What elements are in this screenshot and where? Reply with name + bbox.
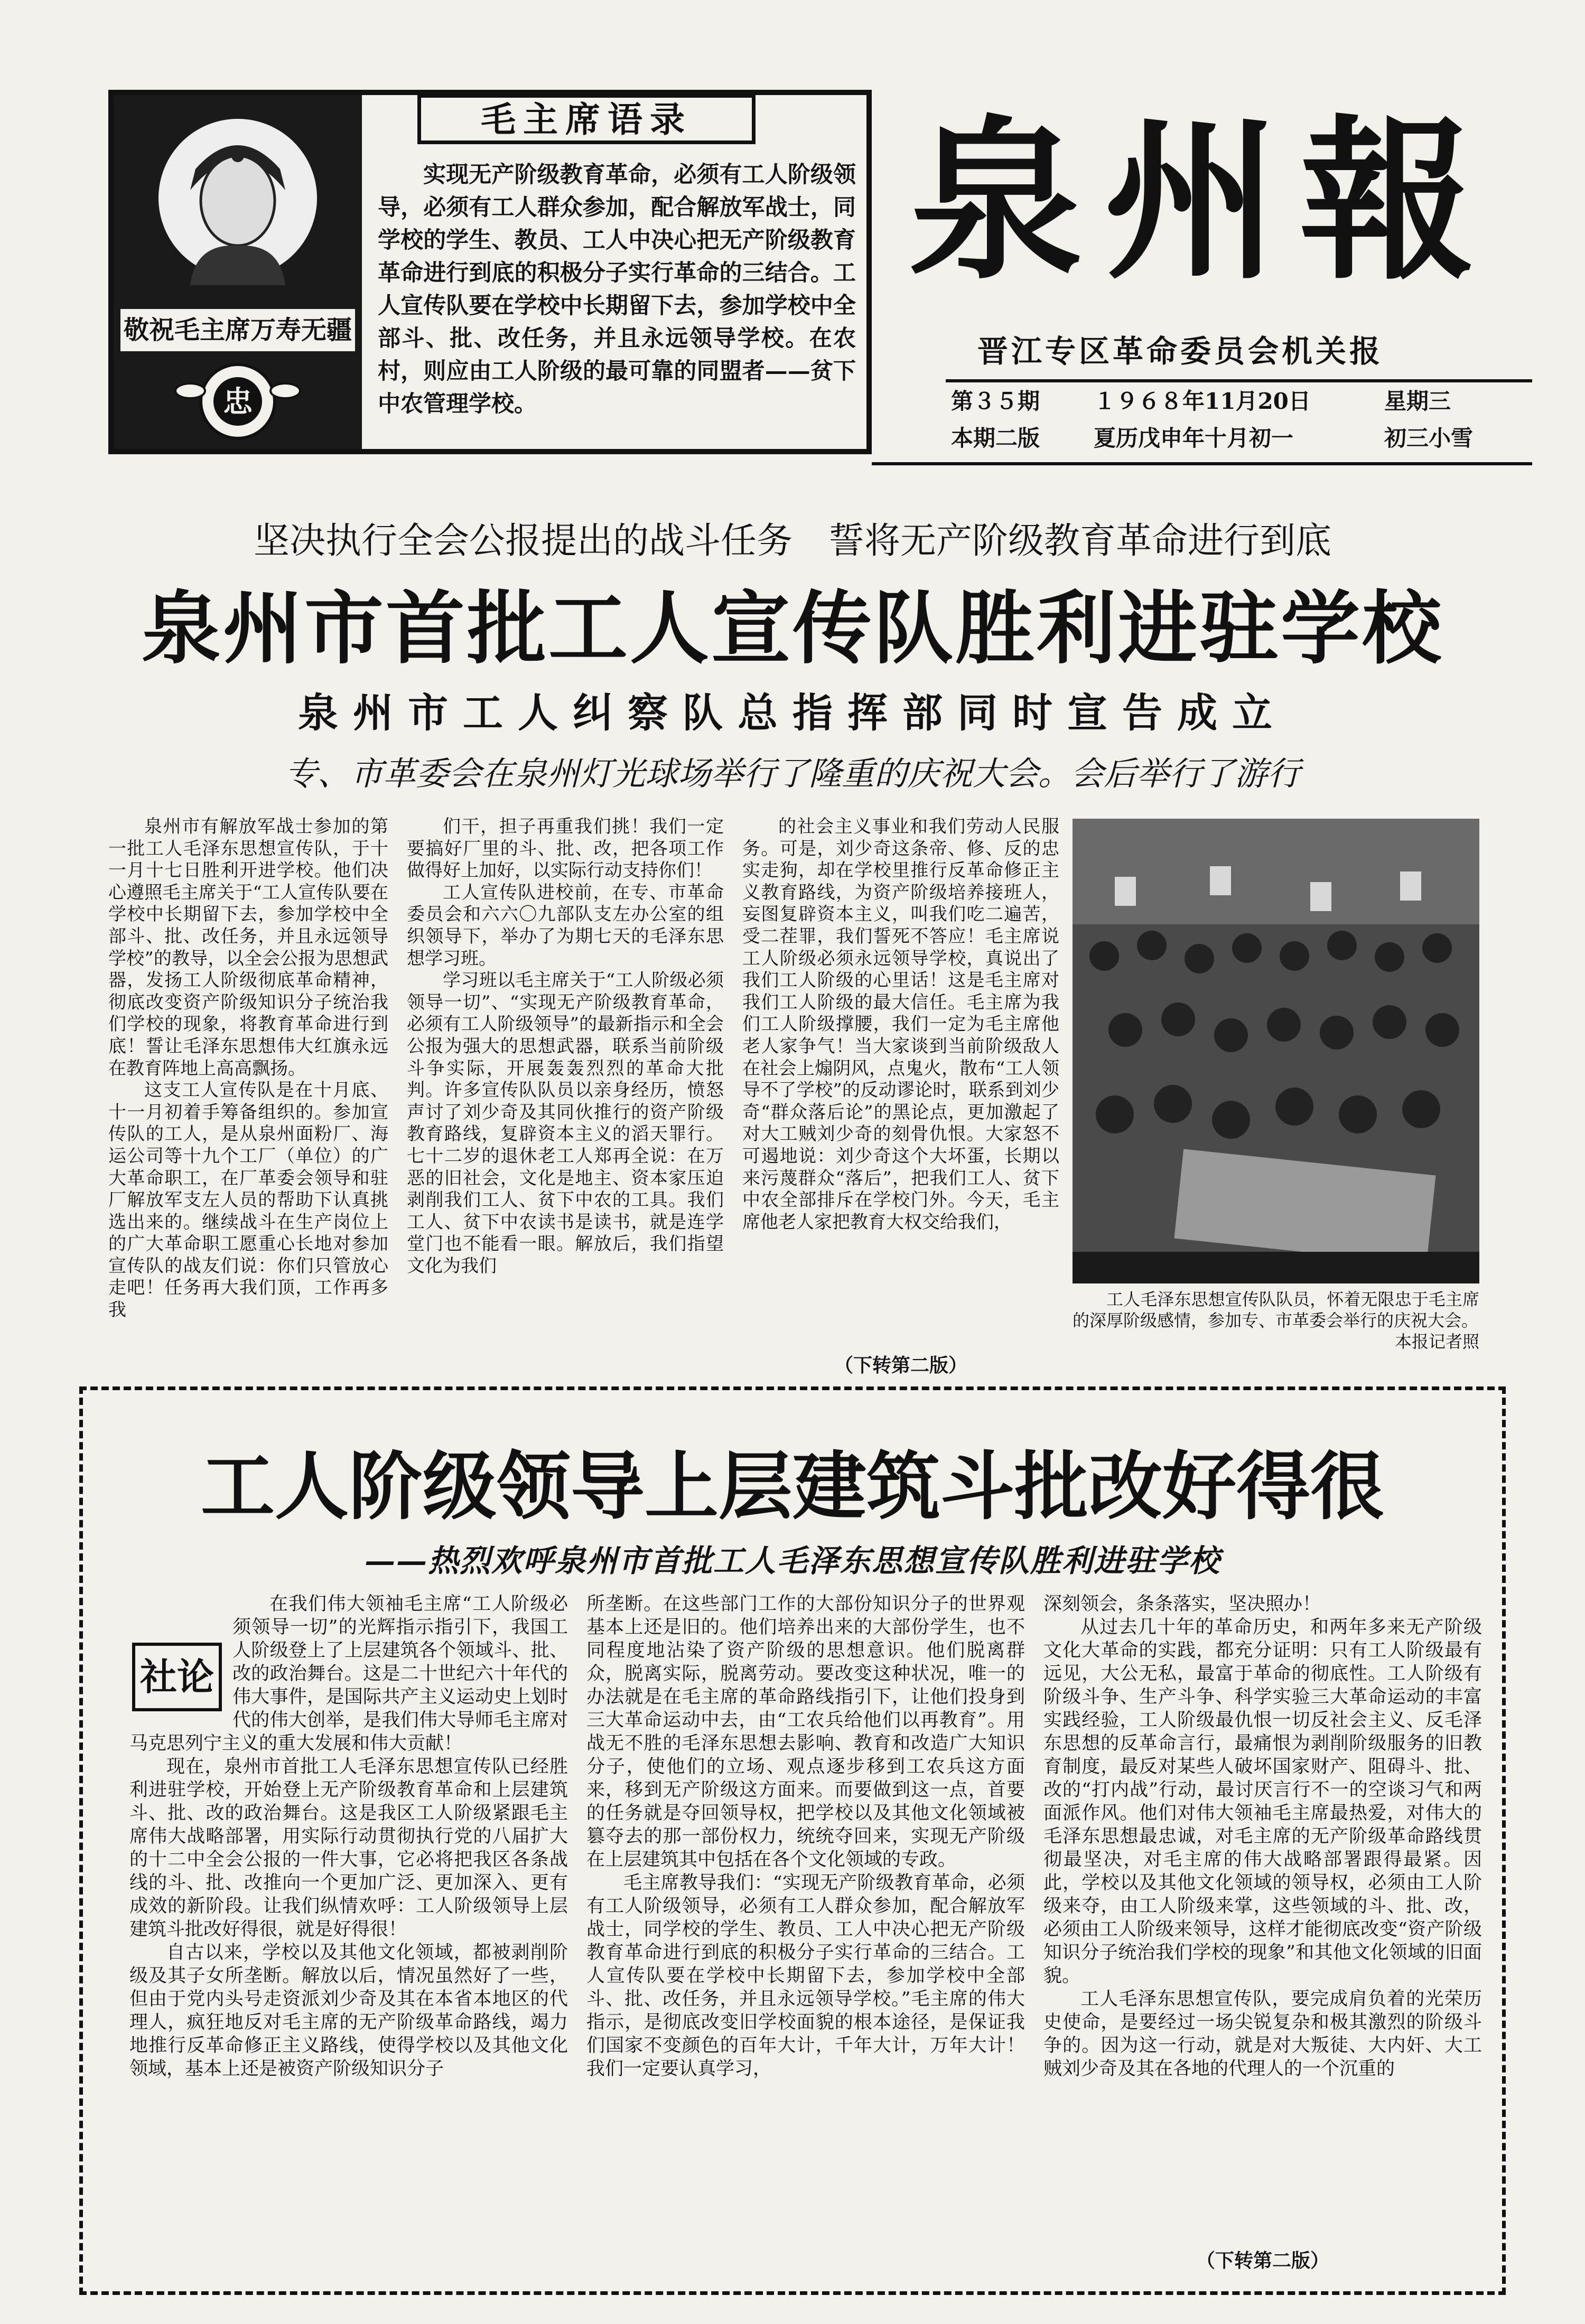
editorial-continued-notice: （下转第二版）	[1196, 2250, 1329, 2272]
quote-box-title: 毛主席语录	[417, 94, 756, 144]
lead-subhead: 泉州市工人纠察队总指挥部同时宣告成立	[298, 689, 1287, 736]
newspaper-title: 泉州報	[909, 98, 1495, 303]
paragraph: 这支工人宣传队是在十月底、十一月初着手筹备组织的。参加宣传队的工人，是从泉州面粉厂、海运公司等十九个工厂（单位）的广大革命职工，在厂革委会领导和驻厂解放军支左人员的帮助下认真挑选出来的。继续战斗在生产岗位上的广大革命职工愿重心长地对参加宣传队的战友们说：你们只管放心走吧！任务再大我们顶，工作再多我	[108, 1080, 388, 1321]
lead-headline: 泉州市首批工人宣传队胜利进驻学校	[141, 582, 1443, 675]
rally-photo	[1073, 819, 1479, 1283]
paragraph: 们干，担子再重我们挑！我们一定要搞好厂里的斗、批、改，把各项工作做得好上加好，以实际行动支持你们！	[407, 816, 724, 882]
issue-weekday: 星期三	[1384, 388, 1451, 414]
editorial-subhead: ——热烈欢呼泉州市首批工人毛泽东思想宣传队胜利进驻学校	[364, 1543, 1220, 1579]
page-count: 本期二版	[951, 425, 1040, 451]
solar-term: 初三小雪	[1384, 425, 1474, 451]
lead-column-3	[742, 816, 1059, 1376]
issue-number: 第３５期	[951, 388, 1040, 414]
paragraph: 泉州市有解放军战士参加的第一批工人毛泽东思想宣传队，于十一月十七日胜利开进学校。他们决心遵照毛主席关于“工人宣传队要在学校中长期留下去，参加学校中全部斗、批、改任务，并且永远领导学校”的教导，以全会公报为思想武器，发扬工人阶级彻底革命精神，彻底改变资产阶级知识分子统治我们学校的现象，将教育革命进行到底！誓让毛泽东思想伟大红旗永远在教育阵地上高高飘扬。	[108, 816, 388, 1079]
newspaper-organ: 晋江专区革命委员会机关报	[977, 333, 1384, 369]
masthead-rule	[946, 379, 1532, 382]
paragraph: 深刻领会，条条落实，坚决照办！	[1043, 1594, 1321, 1615]
photo-credit: 本报记者照	[1394, 1332, 1479, 1352]
paragraph: 现在，泉州市首批工人毛泽东思想宣传队已经胜利进驻学校，开始登上无产阶级教育革命和上层建筑斗、批、改的政治舞台。这是我区工人阶级紧跟毛主席伟大战略部署，用实际行动贯彻执行党的八届扩大的十二中全会公报的一件大事，它必将把我区各条战线的斗、批、改推向一个更加广泛、更加深入、更有成效的新阶段。让我们纵情欢呼：工人阶级领导上层建筑斗批改好得很，就是好得很！	[129, 1756, 568, 1940]
editorial-column-3	[1043, 1592, 1482, 2269]
lead-column-2	[407, 816, 724, 1376]
paragraph: 从过去几十年的革命历史，和两年多来无产阶级文化大革命的实践，都充分证明：只有工人阶级最有远见，大公无私，最富于革命的彻底性。工人阶级有阶级斗争、生产斗争、科学实验三大革命运动的丰富实践经验，工人阶级最仇恨一切反社会主义、反毛泽东思想的反革命言行，最痛恨为剥削阶级服务的旧教育制度，最反对某些人破坏国家财产、阻碍斗、批、改的“打内战”行动，最讨厌言行不一的空谈习气和两面派作风。他们对伟大领袖毛主席最热爱，对伟大的毛泽东思想最忠诚，对毛主席的无产阶级革命路线贯彻最坚决，对毛主席的伟大战略部署跟得最紧。因此，学校以及其他文化领域的领导权，必须由工人阶级来夺，由工人阶级来掌，这些领域的斗、批、改，必须由工人阶级来领导，这样才能彻底改变“资产阶级知识分子统治我们学校的现象”和其他文化领域的旧面貌。	[1043, 1617, 1482, 1986]
masthead-bottom-rule	[872, 462, 1532, 465]
photo-caption: 工人毛泽东思想宣传队队员，怀着无限忠于毛主席的深厚阶级感情，参加专、市革委会举行的庆祝大会。 本报记者照	[1073, 1289, 1479, 1352]
portrait-slogan: 敬祝毛主席万寿无疆	[120, 309, 355, 351]
sunflower-emblem	[174, 359, 301, 444]
quotation-text: 实现无产阶级教育革命，必须有工人阶级领导，必须有工人群众参加，配合解放军战士，同学校的学生、教员、工人中决心把无产阶级教育革命进行到底的积极分子实行革命的三结合。工人宣传队要在学校中长期留下去，参加学校中全部斗、批、改任务，并且永远领导学校。在农村，则应由工人阶级的最可靠的同盟者——贫下中农管理学校。	[378, 162, 856, 417]
lunar-date: 夏历戊申年十月初一	[1094, 425, 1294, 451]
editorial-label: 社论	[132, 1643, 222, 1711]
editorial-column-2	[586, 1592, 1025, 2269]
portrait-image	[158, 111, 317, 285]
paragraph: 所垄断。在这些部门工作的大部份知识分子的世界观基本上还是旧的。他们培养出来的大部份学生，也不同程度地沾染了资产阶级的思想意识。他们脱离群众，脱离实际，脱离劳动。要改变这种状况，唯一的办法就是在毛主席的革命路线指引下，让他们投身到三大革命运动中去，由“工农兵给他们以再教育”。用战无不胜的毛泽东思想去影响、教育和改造广大知识分子，使他们的立场、观点逐步移到工农兵这方面来，移到无产阶级这方面来。而要做到这一点，首要的任务就是夺回领导权，把学校以及其他文化领域被篡夺去的那一部份权力，统统夺回来，实现无产阶级在上层建筑其中包括在各个文化领域的专政。	[586, 1594, 1025, 1870]
paragraph: 工人宣传队进校前，在专、市革命委员会和六六〇九部队支左办公室的组织领导下，举办了为期七天的毛泽东思想学习班。	[407, 882, 724, 969]
paragraph: 在我们伟大领袖毛主席“工人阶级必须领导一切”的光辉指示指引下，我国工人阶级登上了上层建筑各个领域斗、批、改的政治舞台。这是二十世纪六十年代的伟大事件，是国际共产主义运动史上划时代的伟大创举，是我们伟大导师毛主席对马克思列宁主义的重大发展和伟大贡献！	[129, 1594, 568, 1754]
emblem-character: 忠	[223, 385, 253, 419]
paragraph: 自古以来，学校以及其他文化领域，都被剥削阶级及其子女所垄断。解放以后，情况虽然好了一些，但由于党内头号走资派刘少奇及其在本省本地区的代理人，疯狂地反对毛主席的无产阶级革命路线，竭力地推行反革命修正主义路线，使得学校以及其他文化领域，基本上还是被资产阶级知识分子	[129, 1942, 568, 2079]
issue-date: １９６８年11月20日	[1094, 388, 1311, 414]
lead-subhead-secondary: 专、市革委会在泉州灯光球场举行了隆重的庆祝大会。会后举行了游行	[284, 754, 1300, 793]
paragraph: 学习班以毛主席关于“工人阶级必须领导一切”、“实现无产阶级教育革命，必须有工人阶级领导”的最新指示和全会公报为强大的思想武器，联系当前阶级斗争实际，开展轰轰烈烈的革命大批判。许多宣传队队员以亲身经历，愤怒声讨了刘少奇及其同伙推行的资产阶级教育路线，复辟资本主义的滔天罪行。七十二岁的退休老工人郑再全说：在万恶的旧社会，文化是地主、资本家压迫剥削我们工人、贫下中农的工具。我们工人、贫下中农读书是读书，就是连学堂门也不能看一眼。解放后，我们指望文化为我们	[407, 970, 724, 1277]
paragraph: 的社会主义事业和我们劳动人民服务。可是，刘少奇这条帝、修、反的忠实走狗，却在学校里推行反革命修正主义教育路线，为资产阶级培养接班人，妄图复辟资本主义，叫我们吃二遍苦，受二茬罪，我们誓死不答应！毛主席说工人阶级必须永远领导学校，真说出了我们工人阶级的心里话！这是毛主席对我们工人阶级的最大信任。毛主席为我们工人阶级撑腰，我们一定为毛主席他老人家争气！当大家谈到当前阶级敌人在社会上煽阴风，点鬼火，散布“工人领导不了学校”的反动谬论时，联系到刘少奇“群众落后论”的黑论点，更加激起了对大工贼刘少奇的刻骨仇恨。大家怒不可遏地说：刘少奇这个大坏蛋，长期以来污蔑群众“落后”，把我们工人、贫下中农全部排斥在学校门外。今天，毛主席他老人家把教育大权交给我们，	[742, 816, 1059, 1233]
editorial-headline: 工人阶级领导上层建筑斗批改好得很	[200, 1444, 1384, 1530]
paragraph: 工人毛泽东思想宣传队，要完成肩负着的光荣历史使命，是要经过一场尖锐复杂和极其激烈的阶级斗争的。因为这一行动，就是对大叛徒、大内奸、大工贼刘少奇及其在各地的代理人的一个沉重的	[1043, 1989, 1482, 2079]
lead-column-1	[108, 816, 388, 1376]
continued-notice: （下转第二版）	[834, 1354, 967, 1376]
lead-kicker: 坚决执行全会公报提出的战斗任务 誓将无产阶级教育革命进行到底	[253, 520, 1331, 562]
paragraph: 毛主席教导我们：“实现无产阶级教育革命，必须有工人阶级领导，必须有工人群众参加，配合解放军战士，同学校的学生、教员、工人中决心把无产阶级教育革命进行到底的积极分子实行革命的三结合。工人宣传队要在学校中长期留下去，参加学校中全部斗、批、改任务，并且永远领导学校。”毛主席的伟大指示，是彻底改变旧学校面貌的根本途径，是保证我们国家不变颜色的百年大计，千年大计，万年大计！我们一定要认真学习，	[586, 1872, 1025, 2079]
